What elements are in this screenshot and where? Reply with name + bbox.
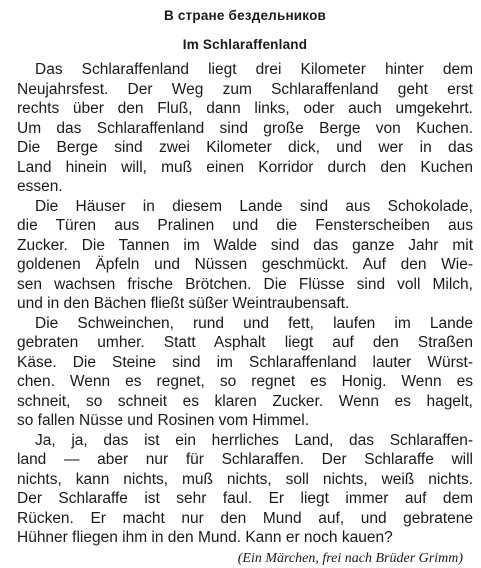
text-line: Käse. Die Steine sind im Schlaraffenland lauter Würst- <box>17 353 473 371</box>
text-line: Ja, ja, das ist ein herrliches Land, das Schlaraffen- <box>35 431 473 449</box>
text-line: goldenen Äpfeln und Nüssen geschmückt. Auf den Wie- <box>17 256 473 273</box>
document-page <box>17 6 473 568</box>
text-line: die Türen aus Pralinen und die Fensterscheiben aus <box>17 217 473 234</box>
text-line: land — aber nur für Schlaraffen. Der Schlaraffe will <box>17 451 473 468</box>
story-text <box>17 60 473 548</box>
text-line: schneit, so schneit es klaren Zucker. Wenn es hagelt, <box>17 392 473 410</box>
text-line: Rücken. Er macht nur den Mund auf, und gebratene <box>17 509 473 527</box>
story-title: Im Schlaraffenland <box>182 37 308 52</box>
chapter-heading: В стране бездельников <box>163 8 327 23</box>
text-line: Hühner fliegen ihm in den Mund. Kann er noch kauen? <box>17 529 393 546</box>
text-line: rechts über den Fluß, dann links, oder auch umgekehrt. <box>17 100 473 117</box>
text-line: und in den Bächen fließt süßer Weintraubensaft. <box>17 295 350 312</box>
text-line: Land hinein will, muß einen Korridor durch den Kuchen <box>17 158 473 176</box>
source-credit: (Ein Märchen, frei nach Brüder Grimm) <box>237 550 463 566</box>
text-line: so fallen Nüsse und Rosinen vom Himmel. <box>17 412 310 429</box>
text-line: Das Schlaraffenland liegt drei Kilometer hinter dem <box>35 61 473 78</box>
text-line: Die Schweinchen, rund und fett, laufen im Lande <box>35 314 473 332</box>
text-line: sen wachsen frische Brötchen. Die Flüsse sind voll Milch, <box>17 275 473 293</box>
text-line: chen. Wenn es regnet, so regnet es Honig. Wenn es <box>17 373 473 390</box>
text-line: Um das Schlaraffenland sind große Berge von Kuchen. <box>17 119 473 137</box>
text-line: Die Berge sind zwei Kilometer dick, und wer in das <box>17 139 473 156</box>
text-line: Neujahrsfest. Der Weg zum Schlaraffenland geht erst <box>17 80 473 98</box>
text-line: nichts, kann nichts, muß nichts, soll nichts, weiß nichts. <box>17 470 473 488</box>
text-line: Die Häuser in diesem Lande sind aus Schokolade, <box>35 197 473 215</box>
text-line: essen. <box>17 178 63 195</box>
text-line: gebraten umher. Statt Asphalt liegt auf den Straßen <box>17 334 473 351</box>
text-line: Zucker. Die Tannen im Walde sind das ganze Jahr mit <box>17 236 473 254</box>
text-line: Der Schlaraffe ist sehr faul. Er liegt immer auf dem <box>17 490 473 507</box>
